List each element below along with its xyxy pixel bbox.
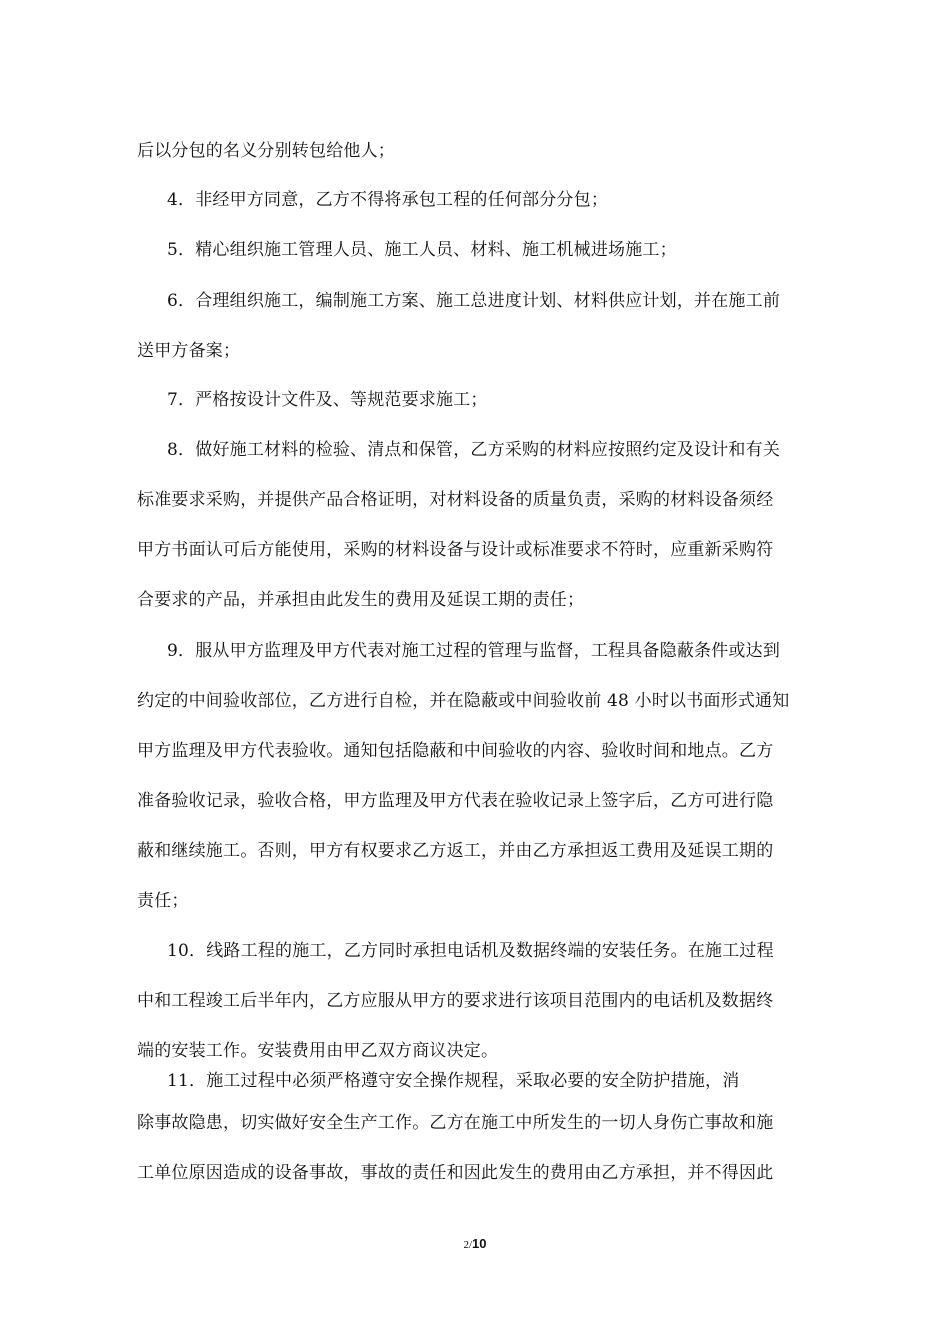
body-line-16: 责任；: [137, 891, 189, 911]
body-line-10: 合要求的产品，并承担由此发生的费用及延误工期的责任；: [137, 590, 585, 610]
body-line-15: 蔽和继续施工。否则，甲方有权要求乙方返工，并由乙方承担返工费用及延误工期的: [137, 841, 774, 861]
body-line-9: 甲方书面认可后方能使用，采购的材料设备与设计或标准要求不符时，应重新采购符: [137, 540, 774, 560]
body-line-14: 准备验收记录，验收合格，甲方监理及甲方代表在验收记录上签字后，乙方可进行隐: [137, 791, 774, 811]
total-pages-number: 10: [472, 1236, 487, 1251]
body-line-17: 10．线路工程的施工，乙方同时承担电话机及数据终端的安装任务。在施工过程: [167, 941, 774, 961]
body-line-4: 6．合理组织施工，编制施工方案、施工总进度计划、材料供应计划，并在施工前: [167, 291, 781, 311]
page-number: [0, 1236, 950, 1251]
body-line-13: 甲方监理及甲方代表验收。通知包括隐蔽和中间验收的内容、验收时间和地点。乙方: [137, 741, 774, 761]
body-line-11: 9．服从甲方监理及甲方代表对施工过程的管理与监督，工程具备隐蔽条件或达到: [167, 641, 781, 661]
body-line-1: 后以分包的名义分别转包给他人；: [137, 141, 395, 161]
body-line-22: 工单位原因造成的设备事故，事故的责任和因此发生的费用由乙方承担，并不得因此: [137, 1163, 774, 1183]
body-line-6: 7．严格按设计文件及、等规范要求施工；: [167, 390, 488, 410]
body-line-5: 送甲方备案；: [137, 341, 241, 361]
body-line-12: 约定的中间验收部位，乙方进行自检，并在隐蔽或中间验收前 48 小时以书面形式通知: [137, 691, 790, 711]
body-line-20: 11．施工过程中必须严格遵守安全操作规程，采取必要的安全防护措施，消: [167, 1071, 740, 1091]
body-line-7: 8．做好施工材料的检验、清点和保管，乙方采购的材料应按照约定及设计和有关: [167, 440, 781, 460]
current-page-number: 2/: [463, 1239, 473, 1251]
body-line-19: 端的安装工作。安装费用由甲乙双方商议决定。: [137, 1041, 499, 1061]
body-line-18: 中和工程竣工后半年内，乙方应服从甲方的要求进行该项目范围内的电话机及数据终: [137, 991, 774, 1011]
body-line-2: 4．非经甲方同意，乙方不得将承包工程的任何部分分包；: [167, 190, 609, 210]
body-line-8: 标准要求采购，并提供产品合格证明，对材料设备的质量负责，采购的材料设备须经: [137, 490, 774, 510]
body-line-21: 除事故隐患，切实做好安全生产工作。乙方在施工中所发生的一切人身伤亡事故和施: [137, 1113, 774, 1133]
body-line-3: 5．精心组织施工管理人员、施工人员、材料、施工机械进场施工；: [167, 240, 677, 260]
